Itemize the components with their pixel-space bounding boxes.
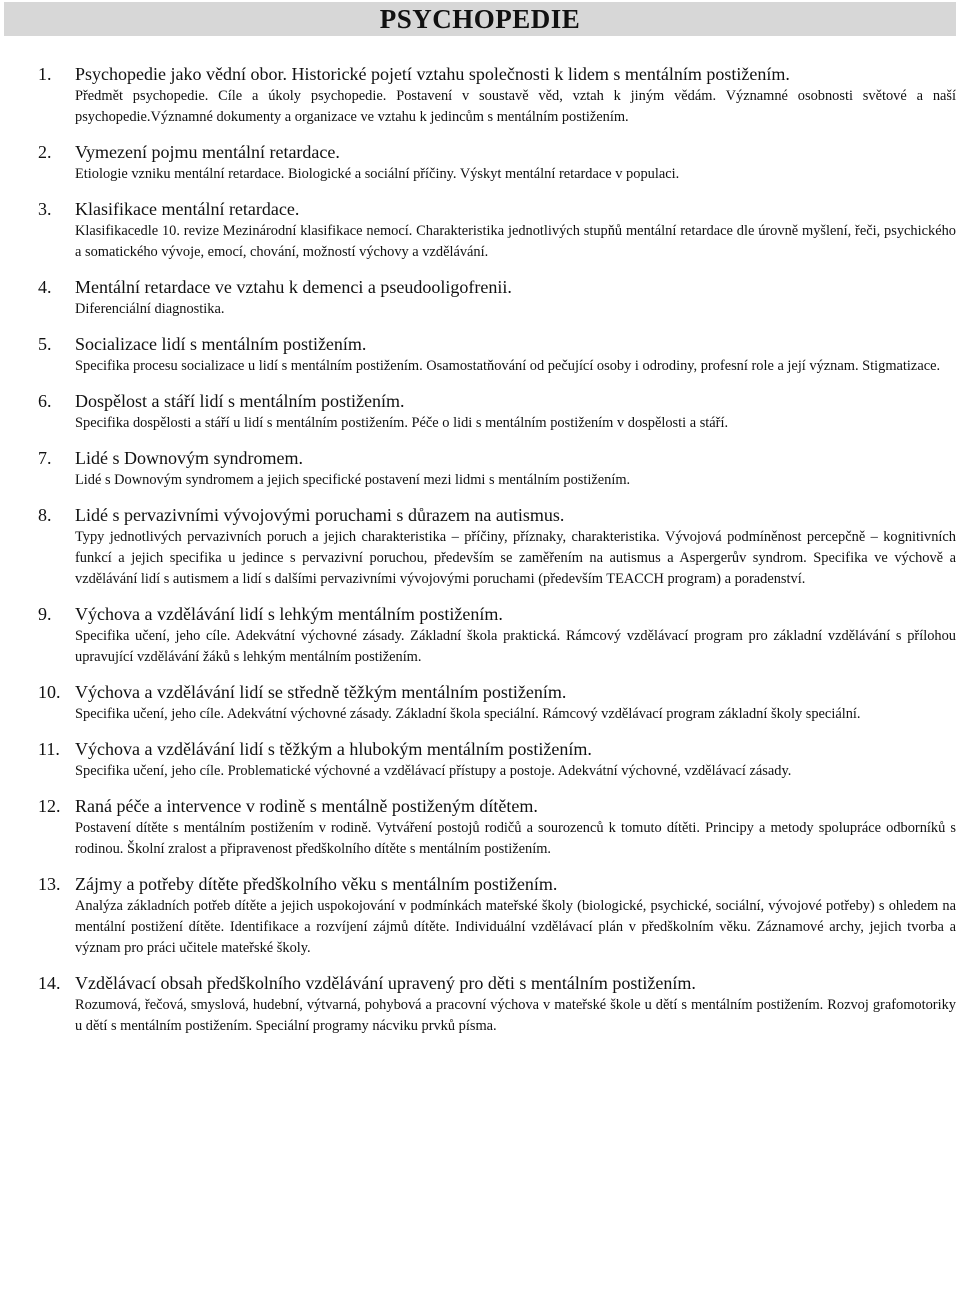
- topic-number: 3.: [38, 199, 52, 219]
- topic-description: Lidé s Downovým syndromem a jejich specifické postavení mezi lidmi s mentálním postižením.: [75, 472, 631, 488]
- topic-item: [0, 872, 960, 959]
- topic-description: Etiologie vzniku mentální retardace. Biologické a sociální příčiny. Výskyt mentální retardace v populaci.: [75, 166, 680, 182]
- topic-item: [0, 794, 960, 860]
- topic-number: 7.: [38, 448, 52, 468]
- topic-number: 13.: [38, 874, 61, 894]
- topic-description: Specifika dospělosti a stáří u lidí s mentálním postižením. Péče o lidi s mentálním postižením v dospělosti a stáří.: [75, 415, 729, 431]
- topic-item: [0, 602, 960, 668]
- topic-heading: Výchova a vzdělávání lidí se středně těžkým mentálním postižením.: [75, 682, 567, 702]
- topic-heading: Vymezení pojmu mentální retardace.: [75, 142, 340, 162]
- topic-item: [0, 275, 960, 320]
- topic-number: 6.: [38, 391, 52, 411]
- topic-list: [0, 62, 960, 1049]
- topic-item: [0, 446, 960, 491]
- topic-heading: Zájmy a potřeby dítěte předškolního věku s mentálním postižením.: [75, 874, 558, 894]
- topic-item: [0, 971, 960, 1037]
- topic-item: [0, 140, 960, 185]
- topic-number: 5.: [38, 334, 52, 354]
- topic-description: Klasifikacedle 10. revize Mezinárodní klasifikace nemocí. Charakteristika jednotlivých stupňů mentální retardace dle úrovně myšlení, řeči, psychického a somatického vývoje, emocí, chování, možností výchovy a vzdělávání.: [75, 223, 956, 260]
- topic-heading: Výchova a vzdělávání lidí s těžkým a hlubokým mentálním postižením.: [75, 739, 592, 759]
- topic-item: [0, 197, 960, 263]
- topic-description: Předmět psychopedie. Cíle a úkoly psychopedie. Postavení v soustavě věd, vztah k jiným vědám. Významné osobnosti světové a naší psychopedie.Významné dokumenty a organizace ve vztahu k jedincům s mentálním postižením.: [75, 88, 956, 125]
- topic-item: [0, 389, 960, 434]
- topic-item: [0, 737, 960, 782]
- topic-description: Specifika učení, jeho cíle. Adekvátní výchovné zásady. Základní škola praktická. Rámcový vzdělávací program pro základní vzdělávání s přílohou upravující vzdělávání žáků s lehkým mentálním postižením.: [75, 628, 956, 665]
- topic-number: 12.: [38, 796, 61, 816]
- topic-item: [0, 332, 960, 377]
- topic-heading: Socializace lidí s mentálním postižením.: [75, 334, 367, 354]
- topic-number: 8.: [38, 505, 52, 525]
- topic-heading: Lidé s Downovým syndromem.: [75, 448, 303, 468]
- topic-heading: Klasifikace mentální retardace.: [75, 199, 300, 219]
- topic-heading: Lidé s pervazivními vývojovými poruchami s důrazem na autismus.: [75, 505, 565, 525]
- topic-heading: Psychopedie jako vědní obor. Historické pojetí vztahu společnosti k lidem s mentálním postižením.: [75, 64, 790, 84]
- topic-description: Postavení dítěte s mentálním postižením v rodině. Vytváření postojů rodičů a sourozenců k tomuto dítěti. Principy a metody spolupráce odborníků s rodinou. Školní zralost a připravenost předškolního dítěte s mentálním postižením.: [75, 820, 956, 857]
- topic-item: [0, 62, 960, 128]
- topic-description: Analýza základních potřeb dítěte a jejich uspokojování v podmínkách mateřské školy (biologické, psychické, sociální, vývojové potřeby) s ohledem na mentální postižení dítěte. Identifikace a rozvíjení zájmů dítěte. Individuální vzdělávací plán v předškolním věku. Záznamové archy, jejich tvorba a význam pro práci učitele mateřské školy.: [75, 898, 956, 956]
- topic-description: Specifika procesu socializace u lidí s mentálním postižením. Osamostatňování od pečující osoby i odrodiny, profesní role a její význam. Stigmatizace.: [75, 358, 941, 374]
- topic-description: Typy jednotlivých pervazivních poruch a jejich charakteristika – příčiny, příznaky, charakteristika. Vývojová podmíněnost percepčně – kognitivních funkcí a jejich specifika u jedince s pervazivní poruchou, především se zaměřením na autismus a Aspergerův syndrom. Specifika ve výchově a vzdělávání lidí s autismem a lidí s dalšími pervazivními vývojovými poruchami (především TEACCH program) a poradenství.: [75, 529, 956, 587]
- topic-number: 11.: [38, 739, 60, 759]
- topic-description: Specifika učení, jeho cíle. Adekvátní výchovné zásady. Základní škola speciální. Rámcový vzdělávací program základní školy speciální.: [75, 706, 861, 722]
- topic-heading: Vzdělávací obsah předškolního vzdělávání upravený pro děti s mentálním postižením.: [75, 973, 696, 993]
- topic-number: 2.: [38, 142, 52, 162]
- title-banner: [4, 2, 956, 36]
- topic-description: Specifika učení, jeho cíle. Problematické výchovné a vzdělávací přístupy a postoje. Adekvátní výchovné, vzdělávací zásady.: [75, 763, 792, 779]
- topic-item: [0, 503, 960, 590]
- topic-item: [0, 680, 960, 725]
- topic-heading: Výchova a vzdělávání lidí s lehkým mentálním postižením.: [75, 604, 503, 624]
- topic-number: 1.: [38, 64, 52, 84]
- topic-heading: Raná péče a intervence v rodině s mentálně postiženým dítětem.: [75, 796, 538, 816]
- topic-description: Diferenciální diagnostika.: [75, 301, 225, 317]
- topic-heading: Dospělost a stáří lidí s mentálním postižením.: [75, 391, 405, 411]
- page-title: PSYCHOPEDIE: [379, 3, 581, 34]
- topic-number: 4.: [38, 277, 52, 297]
- topic-description: Rozumová, řečová, smyslová, hudební, výtvarná, pohybová a pracovní výchova v mateřské škole u dětí s mentálním postižením. Rozvoj grafomotoriky u dětí s mentálním postižením. Speciální programy nácviku prvků písma.: [75, 997, 956, 1034]
- topic-heading: Mentální retardace ve vztahu k demenci a pseudooligofrenii.: [75, 277, 512, 297]
- topic-number: 10.: [38, 682, 61, 702]
- topic-number: 14.: [38, 973, 61, 993]
- topic-number: 9.: [38, 604, 52, 624]
